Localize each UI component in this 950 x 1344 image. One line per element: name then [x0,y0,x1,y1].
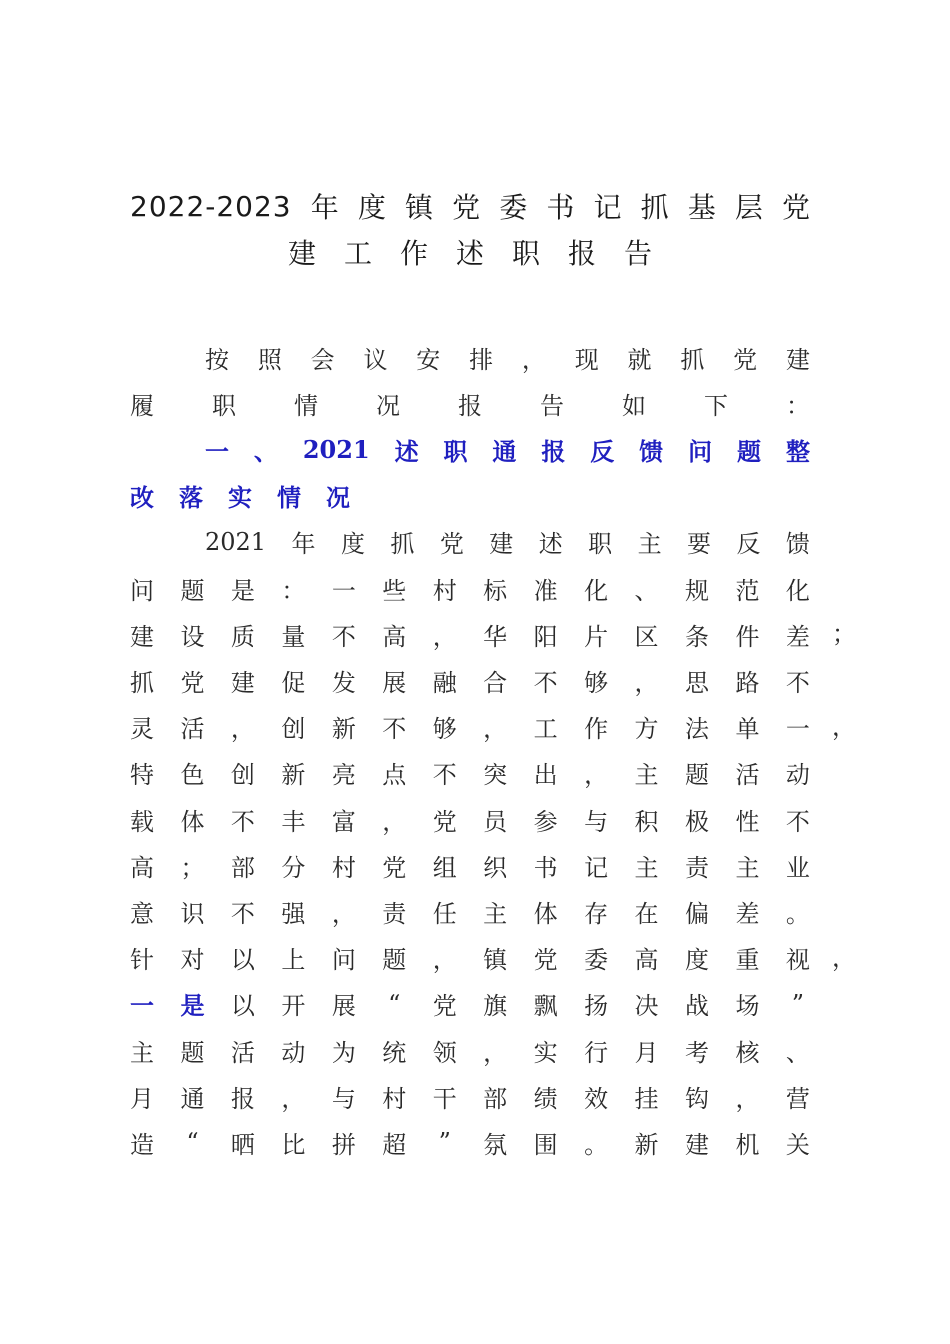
body-text-line [130,1125,810,1159]
text-glyph: 就 [627,345,652,374]
text-glyph: 考 [684,1038,709,1067]
text-glyph: 反 [736,530,761,559]
text-glyph: 馈 [785,530,810,559]
text-glyph: 展 [382,668,407,697]
title-glyph: 委 [499,191,528,224]
title-glyph: 基 [687,191,716,224]
text-glyph: 拼 [331,1130,356,1159]
text-glyph: 存 [584,899,609,928]
text-glyph: 落 [179,483,203,513]
text-glyph: 织 [483,853,508,882]
text-glyph: 党 [533,946,558,975]
text-glyph: 与 [331,1084,356,1113]
body-text-line [130,802,810,836]
text-glyph: 记 [584,853,609,882]
text-glyph: “ [388,989,401,1018]
body-text-line [130,710,810,744]
text-glyph: 针 [130,946,154,975]
text-glyph: 单 [735,715,760,744]
text-glyph: 反 [590,436,615,466]
text-glyph: 抓 [130,668,154,697]
text-glyph: ， [483,715,508,744]
text-glyph: 主 [735,853,760,882]
text-glyph: 不 [382,715,407,744]
text-glyph: 情 [277,483,301,513]
text-glyph: 不 [785,668,810,697]
text-glyph: 、 [785,1038,810,1067]
text-glyph: 2021 [205,527,267,556]
text-glyph: 是 [230,576,255,605]
text-glyph: ， [735,1084,760,1113]
text-glyph: 抓 [390,530,415,559]
text-glyph: 设 [180,622,205,651]
section-heading-line [205,432,810,466]
text-glyph: 核 [735,1038,760,1067]
text-glyph: 不 [533,668,558,697]
text-glyph: 员 [483,807,508,836]
text-glyph: 村 [432,576,457,605]
text-glyph: 通 [180,1084,205,1113]
text-glyph: 扬 [584,992,609,1021]
text-glyph: 要 [687,530,712,559]
title-glyph: 述 [455,237,484,270]
title-glyph: 书 [546,191,575,224]
text-glyph: 题 [684,761,709,790]
text-glyph: 党 [432,807,457,836]
text-glyph: 不 [331,622,356,651]
text-glyph: 高 [130,853,154,882]
text-glyph: 一 [205,436,229,466]
text-glyph: 报 [230,1084,255,1113]
text-glyph: ” [438,1128,451,1157]
text-glyph: 现 [574,345,599,374]
title-glyph: 建 [287,237,316,270]
text-glyph: 不 [230,807,255,836]
text-glyph: 够 [584,668,609,697]
text-glyph: 建 [684,1130,709,1159]
section-heading-line [130,479,810,513]
body-text-line [205,340,810,374]
text-glyph: 建 [230,668,255,697]
text-glyph: 题 [180,1038,205,1067]
title-glyph: 抓 [640,191,669,224]
text-glyph: 条 [684,622,709,651]
text-glyph: 丰 [281,807,306,836]
text-glyph: ， [584,761,609,790]
text-glyph: 是 [180,991,205,1021]
text-glyph: 绩 [533,1084,558,1113]
body-text-line [130,756,810,790]
text-glyph: 重 [735,946,760,975]
text-glyph: ， [432,622,457,651]
text-glyph: 村 [382,1084,407,1113]
text-glyph: 动 [785,761,810,790]
text-glyph: 报 [541,436,566,466]
text-glyph: 主 [637,530,662,559]
text-glyph: 活 [180,715,205,744]
text-glyph: 新 [634,1130,659,1159]
text-glyph: 围 [533,1130,558,1159]
text-glyph: 旗 [483,992,508,1021]
text-glyph: 建 [785,345,810,374]
title-glyph: 2022-2023 [130,189,292,223]
text-glyph: 职 [212,391,236,420]
text-glyph: 干 [432,1084,457,1113]
text-glyph: 不 [785,807,810,836]
text-glyph: 问 [688,436,713,466]
text-glyph: 融 [432,668,457,697]
text-glyph: 一 [331,576,356,605]
text-glyph: 方 [634,715,659,744]
text-glyph: 2021 [302,434,370,464]
text-glyph: 积 [634,807,659,836]
text-glyph: 高 [382,622,407,651]
text-glyph: 建 [130,622,154,651]
text-glyph: 业 [785,853,810,882]
body-text-line [130,1079,810,1113]
title-glyph: 党 [452,191,481,224]
text-glyph: 超 [382,1130,407,1159]
text-glyph: 载 [130,807,154,836]
text-glyph: 建 [489,530,514,559]
body-text-line [130,1033,810,1067]
text-glyph: 差 [735,899,760,928]
text-glyph: 识 [180,899,205,928]
text-glyph: 决 [634,992,659,1021]
text-glyph: 质 [230,622,255,651]
text-glyph: ， [634,668,659,697]
text-glyph: 为 [331,1038,356,1067]
text-glyph: 视 [785,946,810,975]
text-glyph: 主 [483,899,508,928]
text-glyph: 阳 [533,622,558,651]
title-glyph: 报 [568,237,597,270]
text-glyph: ， [230,715,255,744]
text-glyph: 偏 [684,899,709,928]
text-glyph: 不 [432,761,457,790]
text-glyph: 整 [785,436,810,466]
text-glyph: 出 [533,761,558,790]
text-glyph: 会 [310,345,335,374]
text-glyph: 行 [584,1038,609,1067]
text-glyph: 氛 [483,1130,508,1159]
text-glyph: 主 [634,761,659,790]
text-glyph: 些 [382,576,407,605]
text-glyph: 改 [130,483,154,513]
text-glyph: 发 [331,668,356,697]
text-glyph: 机 [735,1130,760,1159]
text-glyph: 责 [382,899,407,928]
text-glyph: 委 [584,946,609,975]
text-glyph: 场 [735,992,760,1021]
text-glyph: 问 [130,576,154,605]
text-glyph: 钩 [684,1084,709,1113]
text-glyph: 主 [130,1038,154,1067]
text-glyph: 意 [130,899,154,928]
text-glyph: 党 [439,530,464,559]
text-glyph: 实 [533,1038,558,1067]
text-glyph: 议 [363,345,388,374]
text-glyph: 效 [584,1084,609,1113]
text-glyph: 报 [458,391,482,420]
text-glyph: 。 [785,899,810,928]
text-glyph: 不 [230,899,255,928]
text-glyph: 促 [281,668,306,697]
text-glyph: 述 [538,530,563,559]
text-glyph: 题 [382,946,407,975]
text-glyph: 灵 [130,715,154,744]
body-text-line [130,663,810,697]
text-glyph: 作 [584,715,609,744]
text-glyph: 履 [130,391,154,420]
text-glyph: “ [186,1128,199,1157]
title-glyph: 度 [357,191,386,224]
overflow-punctuation: ， [832,712,856,741]
text-glyph: 极 [684,807,709,836]
text-glyph: 特 [130,761,154,790]
text-glyph: 富 [331,807,356,836]
text-glyph: 战 [684,992,709,1021]
text-glyph: 以 [230,946,255,975]
text-glyph: 情 [294,391,318,420]
text-glyph: 党 [733,345,758,374]
title-glyph: 镇 [404,191,433,224]
text-glyph: 镇 [483,946,508,975]
text-glyph: ， [483,1038,508,1067]
text-glyph: 下 [704,391,728,420]
title-glyph: 作 [399,237,428,270]
text-glyph: 化 [584,576,609,605]
text-glyph: 高 [634,946,659,975]
text-glyph: 新 [281,761,306,790]
text-glyph: 排 [469,345,494,374]
text-glyph: 况 [326,483,350,513]
text-glyph: 创 [281,715,306,744]
text-glyph: 按 [205,345,229,374]
text-glyph: 区 [634,622,659,651]
text-glyph: 突 [483,761,508,790]
text-glyph: 飘 [533,992,558,1021]
text-glyph: ， [432,946,457,975]
text-glyph: 够 [432,715,457,744]
text-glyph: 部 [230,853,255,882]
text-glyph: 关 [785,1130,810,1159]
text-glyph: 一 [130,991,154,1021]
text-glyph: 路 [735,668,760,697]
text-glyph: 书 [533,853,558,882]
text-glyph: 党 [432,992,457,1021]
text-glyph: 与 [584,807,609,836]
text-glyph: 如 [622,391,646,420]
body-text-line [205,525,810,559]
text-glyph: 分 [281,853,306,882]
text-glyph: 抓 [680,345,705,374]
text-glyph: 况 [376,391,400,420]
text-glyph: 述 [394,436,419,466]
body-text-line [130,894,810,928]
text-glyph: 色 [180,761,205,790]
text-glyph: 差 [785,622,810,651]
text-glyph: 营 [785,1084,810,1113]
text-glyph: 亮 [331,761,356,790]
text-glyph: 标 [483,576,508,605]
text-glyph: 。 [584,1130,609,1159]
text-glyph: 合 [483,668,508,697]
title-glyph: 年 [310,191,339,224]
text-glyph: 职 [443,436,468,466]
text-glyph: ， [331,899,356,928]
text-glyph: 对 [180,946,205,975]
text-glyph: 责 [684,853,709,882]
text-glyph: 活 [735,761,760,790]
text-glyph: 照 [257,345,282,374]
body-text-line [130,617,810,651]
body-text-line [130,386,810,420]
body-text-line [130,848,810,882]
text-glyph: 开 [281,992,306,1021]
text-glyph: 参 [533,807,558,836]
text-glyph: 展 [331,992,356,1021]
text-glyph: 实 [228,483,252,513]
text-glyph: 晒 [230,1130,255,1159]
text-glyph: 党 [180,668,205,697]
text-glyph: 性 [735,807,760,836]
text-glyph: 部 [483,1084,508,1113]
text-glyph: 通 [492,436,517,466]
overflow-punctuation: ； [832,620,856,649]
text-glyph: 领 [432,1038,457,1067]
text-glyph: 上 [281,946,306,975]
text-glyph: 动 [281,1038,306,1067]
title-glyph: 职 [512,237,541,270]
text-glyph: ； [180,853,205,882]
text-glyph: 强 [281,899,306,928]
text-glyph: 月 [130,1084,154,1113]
text-glyph: 法 [684,715,709,744]
overflow-punctuation: ， [832,943,856,972]
text-glyph: ： [281,576,306,605]
text-glyph: 度 [340,530,365,559]
text-glyph: 思 [684,668,709,697]
body-text-line [130,941,810,975]
text-glyph: 体 [180,807,205,836]
text-glyph: 片 [584,622,609,651]
text-glyph: 工 [533,715,558,744]
text-glyph: 活 [230,1038,255,1067]
text-glyph: ， [281,1084,306,1113]
text-glyph: 挂 [634,1084,659,1113]
text-glyph: 主 [634,853,659,882]
text-glyph: 题 [737,436,762,466]
text-glyph: 创 [230,761,255,790]
text-glyph: 、 [253,436,278,466]
text-glyph: 新 [331,715,356,744]
text-glyph: 月 [634,1038,659,1067]
text-glyph: 统 [382,1038,407,1067]
text-glyph: 范 [735,576,760,605]
text-glyph: 职 [588,530,613,559]
text-glyph: 村 [331,853,356,882]
text-glyph: 一 [785,715,810,744]
text-glyph: 任 [432,899,457,928]
text-glyph: 体 [533,899,558,928]
title-glyph: 工 [343,237,372,270]
text-glyph: ， [382,807,407,836]
document-title-line-2 [130,232,810,272]
text-glyph: 度 [684,946,709,975]
text-glyph: 规 [684,576,709,605]
text-glyph: 以 [230,992,255,1021]
text-glyph: ： [786,391,810,420]
text-glyph: 量 [281,622,306,651]
text-glyph: 、 [634,576,659,605]
text-glyph: 准 [533,576,558,605]
text-glyph: ， [521,345,546,374]
text-glyph: 党 [382,853,407,882]
text-glyph: 题 [180,576,205,605]
text-glyph: 点 [382,761,407,790]
text-glyph: 华 [483,622,508,651]
text-glyph: ” [791,989,805,1018]
document-title-line-1 [130,186,810,226]
body-text-line [130,571,810,605]
title-glyph: 记 [593,191,622,224]
title-glyph: 层 [734,191,763,224]
body-text-line [130,987,810,1021]
text-glyph: 安 [416,345,441,374]
text-glyph: 问 [331,946,356,975]
text-glyph: 年 [291,530,316,559]
text-glyph: 组 [432,853,457,882]
text-glyph: 告 [540,391,564,420]
title-glyph: 党 [781,191,810,224]
text-glyph: 化 [785,576,810,605]
title-glyph: 告 [624,237,653,270]
text-glyph: 件 [735,622,760,651]
text-glyph: 造 [130,1130,154,1159]
text-glyph: 比 [281,1130,306,1159]
text-glyph: 在 [634,899,659,928]
text-glyph: 馈 [639,436,664,466]
